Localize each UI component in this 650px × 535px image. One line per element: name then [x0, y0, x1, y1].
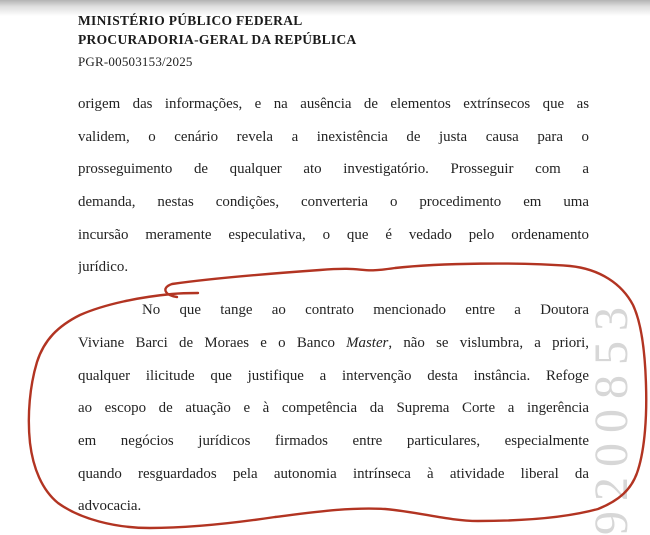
text-line: validem, o cenário revela a inexistência de justa causa para o	[78, 128, 589, 145]
text-line: No que tange ao contrato mencionado entre a Doutora	[142, 302, 589, 319]
text-segment-italic: Master	[346, 334, 389, 351]
text-line: ao escopo de atuação e à competência da Suprema Corte a ingerência	[78, 400, 589, 417]
paragraph-1	[78, 88, 589, 284]
text-line: em negócios jurídicos firmados entre particulares, especialmente	[78, 432, 589, 449]
text-segment: Viviane Barci de Moraes e o Banco	[78, 334, 347, 351]
text-line: prosseguimento de qualquer ato investigatório. Prosseguir com a	[78, 161, 589, 178]
document-reference-number: PGR-00503153/2025	[78, 54, 193, 69]
text-line: incursão meramente especulativa, o que é vedado pelo ordenamento	[78, 226, 589, 243]
text-segment: , não se vislumbra, a priori,	[388, 334, 589, 351]
org-name-line2: PROCURADORIA-GERAL DA REPÚBLICA	[78, 32, 357, 47]
letterhead	[78, 11, 357, 70]
text-line: quando resguardados pela autonomia intrínseca à atividade liberal da	[78, 465, 589, 482]
org-name-line1: MINISTÉRIO PÚBLICO FEDERAL	[78, 13, 303, 28]
watermark: 9200853	[585, 297, 638, 535]
text-line: advocacia.	[78, 498, 142, 515]
text-line: jurídico.	[78, 259, 129, 276]
text-line: qualquer ilicitude que justifique a intervenção desta instância. Refoge	[78, 367, 589, 384]
text-line: origem das informações, e na ausência de elementos extrínsecos que as	[78, 96, 589, 112]
document-body	[78, 88, 589, 523]
text-line: demanda, nestas condições, converteria o procedimento em uma	[78, 194, 589, 211]
text-line	[78, 327, 589, 360]
paragraph-2-circled	[78, 294, 589, 523]
